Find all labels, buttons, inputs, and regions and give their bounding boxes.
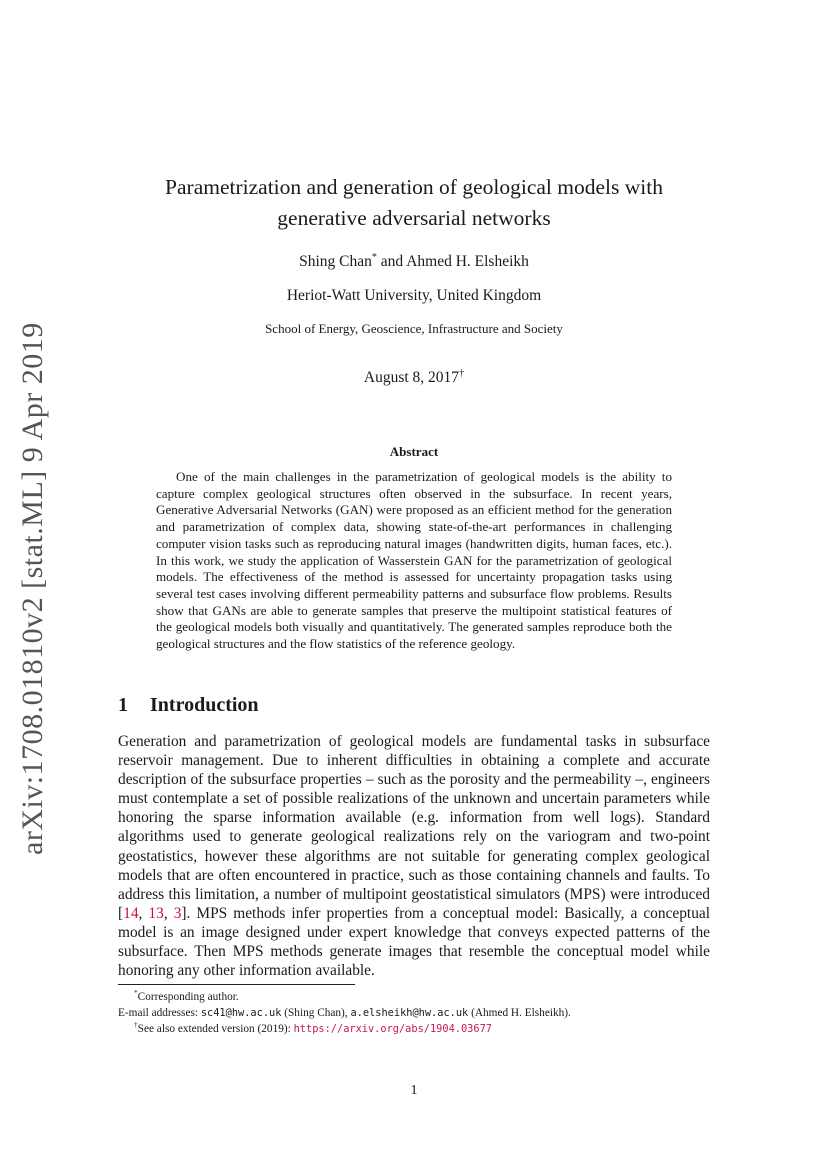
email-link[interactable]: sc41@hw.ac.uk <box>200 1007 282 1019</box>
intro-text-2: ]. MPS methods infer properties from a conceptual model: Basically, a conceptual model is an image designed under expert knowledge that conveys expected patterns of the subsurface. Then MPS methods generate images that resemble the conceptual model while honoring any other information available. <box>118 904 711 980</box>
section-title: Introduction <box>150 694 259 716</box>
arxiv-identifier: arXiv:1708.01810v2 [stat.ML] 9 Apr 2019 <box>16 322 49 855</box>
email-owner: (Ahmed H. Elsheikh). <box>468 1007 571 1019</box>
authors <box>0 253 828 271</box>
introduction-paragraph: Generation and parametrization of geological models are fundamental tasks in subsurface reservoir management. Due to inherent difficulties in obtaining a complete and accurate description of the subsurface properties – such as the porosity and the permeability –, engineers must contemplate a set of possible realizations of the unknown and uncertain parameters while honoring the sparse information available (e.g. information from well logs). Standard algorithms used to generate geological realizations rely on the variogram and two-point geostatistics, however these algorithms are not suitable for generating complex geological models that are often encountered in practice, such as those containing channels and faults. To address this limitation, a number of multipoint geostatistical simulators (MPS) were introduced [14, 13, 3]. MPS methods infer properties from a conceptual model: Basically, a conceptual model is an image designed under expert knowledge that conveys expected patterns of the subsurface. Then MPS methods generate images that resemble the conceptual model while honoring any other information available. <box>118 733 711 980</box>
citation-link[interactable]: 13 <box>148 904 164 922</box>
footnote-emails <box>118 1005 718 1021</box>
corresponding-mark: * <box>371 251 377 263</box>
date-text: August 8, 2017 <box>363 369 460 386</box>
footnote-extended <box>118 1021 718 1037</box>
abstract-heading: Abstract <box>389 444 439 459</box>
footnote-text: See also extended version (2019): <box>137 1023 294 1035</box>
footnote-rule <box>118 984 355 985</box>
section-heading <box>118 694 259 717</box>
footnote-text: Corresponding author. <box>137 991 239 1003</box>
citation-link[interactable]: 3 <box>173 904 182 922</box>
title-line-1: Parametrization and generation of geological models with <box>165 175 663 199</box>
author-1: Shing Chan <box>299 253 372 270</box>
email-link[interactable]: a.elsheikh@hw.ac.uk <box>350 1007 469 1019</box>
page-number: 1 <box>410 1083 418 1098</box>
arxiv-link[interactable]: https://arxiv.org/abs/1904.03677 <box>293 1023 492 1035</box>
footnote-mark: * <box>134 988 138 998</box>
footnote-mark: † <box>134 1020 138 1030</box>
footnote-corresponding <box>118 989 718 1005</box>
paper-title <box>0 172 828 234</box>
section-number: 1 <box>118 694 128 716</box>
abstract-text: One of the main challenges in the parametrization of geological models is the ability to capture complex geological structures often observed in the subsurface. In recent years, Generative Adversarial Networks (GAN) were proposed as an efficient method for the generation and parametrization of complex data, showing state-of-the-art performances in challenging computer vision tasks such as reproducing natural images (handwritten digits, human faces, etc.). In this work, we study the application of Wasserstein GAN for the parametrization of geological models. The effectiveness of the method is assessed for uncertainty propagation tasks using several test cases involving different permeability patterns and subsurface flow problems. Results show that GANs are able to generate samples that preserve the multipoint statistical features of the geological models both visually and quantitatively. The generated samples reproduce both the geological structures and the flow statistics of the reference geology. <box>156 469 672 652</box>
affiliation: Heriot-Watt University, United Kingdom <box>286 287 542 304</box>
citation-link[interactable]: 14 <box>123 904 139 922</box>
email-owner: (Shing Chan), <box>281 1007 351 1019</box>
footnotes <box>118 989 718 1037</box>
school: School of Energy, Geoscience, Infrastructure and Society <box>265 321 563 336</box>
email-prefix: E-mail addresses: <box>118 1007 201 1019</box>
date <box>0 369 828 387</box>
intro-text-1: Generation and parametrization of geological models are fundamental tasks in subsurface reservoir management. Due to inherent difficulties in obtaining a complete and accurate description of the subsurface properties – such as the porosity and the permeability –, engineers must contemplate a set of possible realizations of the unknown and uncertain parameters while honoring the sparse information available (e.g. information from well logs). Standard algorithms used to generate geological realizations rely on the variogram and two-point geostatistics, however these algorithms are not suitable for generating complex geological models that are often encountered in practice, such as those containing channels and faults. To address this limitation, a number of multipoint geostatistical simulators (MPS) were introduced [ <box>118 733 710 922</box>
date-footnote-mark: † <box>459 367 465 379</box>
title-line-2: generative adversarial networks <box>277 206 551 230</box>
author-2: and Ahmed H. Elsheikh <box>376 253 529 270</box>
